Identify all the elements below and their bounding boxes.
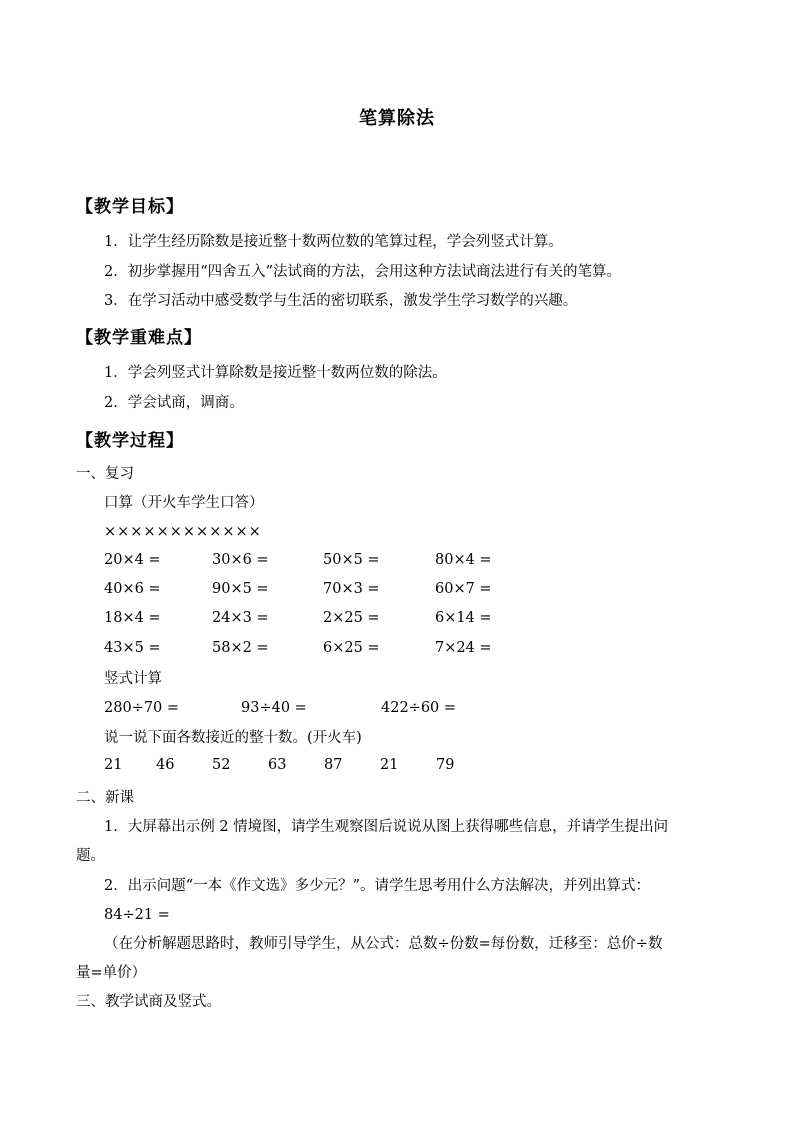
oral-calc-title: 口算（开火车学生口答） xyxy=(104,495,264,511)
section-three-label: 三、教学试商及竖式。 xyxy=(76,994,221,1010)
teacher-note: 量=单价） xyxy=(76,965,147,981)
page-title: 笔算除法 xyxy=(359,108,435,129)
oral-item: 60×7 = xyxy=(435,581,492,597)
oral-item: 43×5 = xyxy=(104,640,161,656)
round-number: 46 xyxy=(156,757,175,773)
review-label: 一、复习 xyxy=(76,466,134,482)
oral-item: 6×25 = xyxy=(323,640,380,656)
goals-heading: 【教学目标】 xyxy=(76,197,184,217)
teacher-note: （在分析解题思路时，教师引导学生，从公式：总数÷份数=每份数，迁移至：总价÷数 xyxy=(104,936,663,952)
round-number: 79 xyxy=(436,757,455,773)
oral-item: 20×4 = xyxy=(104,552,161,568)
oral-item: 90×5 = xyxy=(212,581,269,597)
goal-item: 3．在学习活动中感受数学与生活的密切联系，激发学生学习数学的兴趣。 xyxy=(104,293,578,309)
round-number: 52 xyxy=(212,757,231,773)
round-number: 63 xyxy=(268,757,287,773)
vertical-item: 422÷60 = xyxy=(381,700,457,716)
vertical-item: 93÷40 = xyxy=(241,700,307,716)
oral-item: 2×25 = xyxy=(323,610,380,626)
round-number: 21 xyxy=(380,757,399,773)
round-number: 21 xyxy=(104,757,123,773)
oral-item: 80×4 = xyxy=(435,552,492,568)
oral-item: 18×4 = xyxy=(104,610,161,626)
oral-item: 58×2 = xyxy=(212,640,269,656)
oral-item: 7×24 = xyxy=(435,640,492,656)
formula: 84÷21 = xyxy=(104,907,170,923)
keypoints-heading: 【教学重难点】 xyxy=(76,328,202,348)
process-heading: 【教学过程】 xyxy=(76,431,184,451)
oral-item: 6×14 = xyxy=(435,610,492,626)
oral-item: 40×6 = xyxy=(104,581,161,597)
new-lesson-paragraph: 1．大屏幕出示例 2 情境图，请学生观察图后说说从图上获得哪些信息，并请学生提出问 xyxy=(104,819,669,835)
new-lesson-paragraph: 2．出示问题“一本《作文选》多少元？”。请学生思考用什么方法解决，并列出算式： xyxy=(104,878,651,894)
oral-item: 70×3 = xyxy=(323,581,380,597)
new-lesson-label: 二、新课 xyxy=(76,790,134,806)
goal-item: 1．让学生经历除数是接近整十数两位数的笔算过程，学会列竖式计算。 xyxy=(104,234,563,250)
new-lesson-paragraph: 题。 xyxy=(76,848,105,864)
round-prompt: 说一说下面各数接近的整十数。(开火车) xyxy=(104,730,362,746)
oral-item: 30×6 = xyxy=(212,552,269,568)
vertical-item: 280÷70 = xyxy=(104,700,180,716)
crosses-row: ×××××××××××× xyxy=(104,524,262,540)
oral-item: 50×5 = xyxy=(323,552,380,568)
oral-item: 24×3 = xyxy=(212,610,269,626)
goal-item: 2．初步掌握用“四舍五入”法试商的方法，会用这种方法试商法进行有关的笔算。 xyxy=(104,264,622,280)
keypoint-item: 1．学会列竖式计算除数是接近整十数两位数的除法。 xyxy=(104,365,447,381)
vertical-calc-title: 竖式计算 xyxy=(104,671,162,687)
keypoint-item: 2．学会试商，调商。 xyxy=(104,395,244,411)
round-number: 87 xyxy=(324,757,343,773)
